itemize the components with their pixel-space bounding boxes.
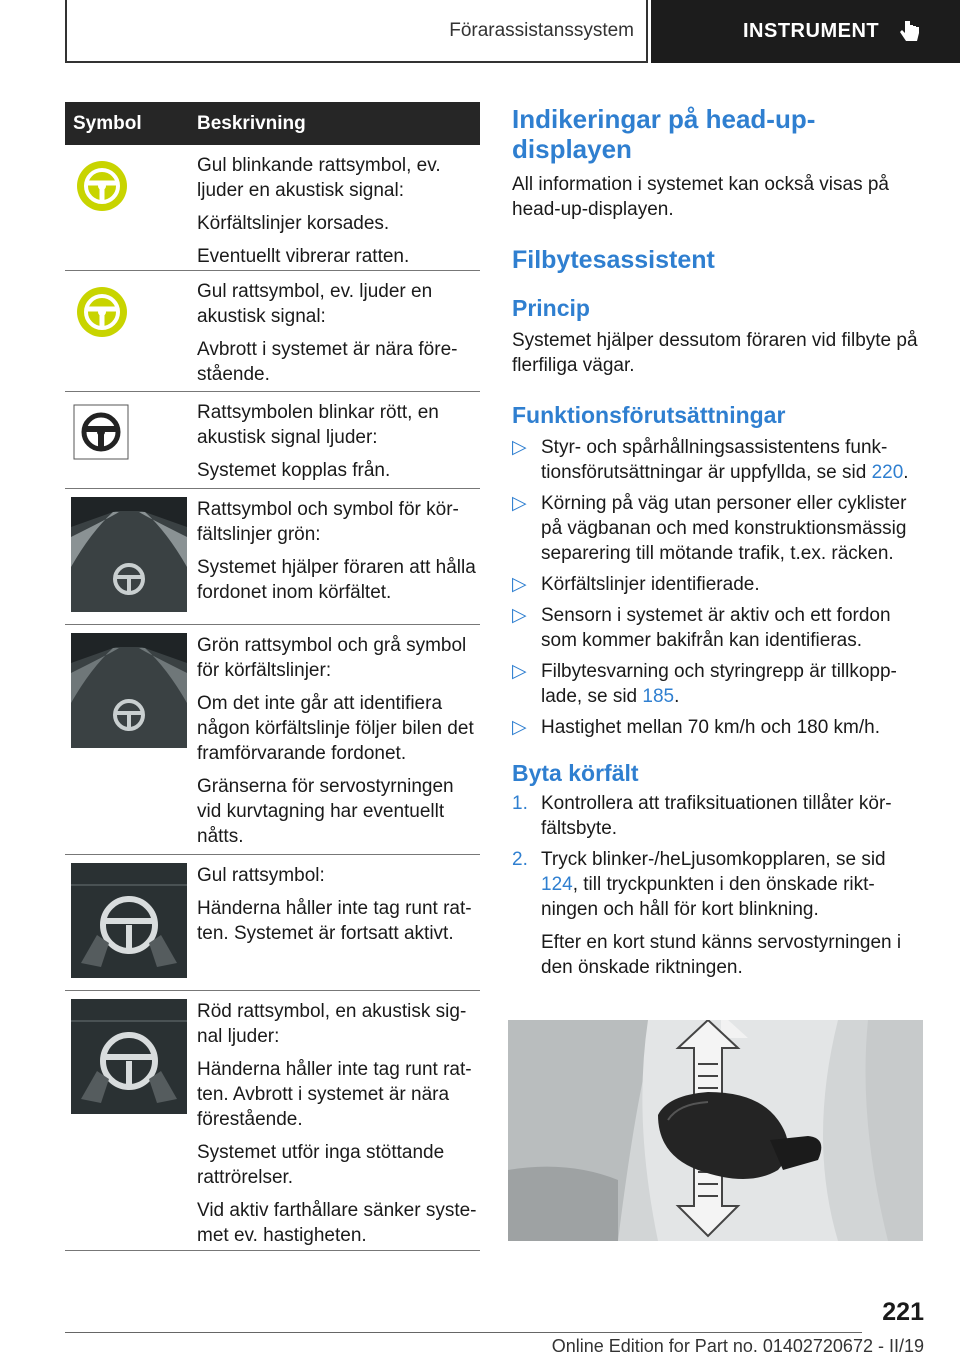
- description-cell: [185, 145, 480, 270]
- list-item-text: Hastighet mellan 70 km/h och 180 km/h.: [541, 717, 881, 738]
- description-text: Händerna håller inte tag runt rat-ten. Avbrott i systemet är nära förestående.: [197, 1059, 472, 1130]
- description-text: Gränserna för servostyrningen vid kurvtagning har eventuellt nåtts.: [197, 776, 454, 847]
- step-number: 2.: [512, 849, 528, 870]
- list-item: [512, 572, 927, 597]
- table-row: [65, 145, 480, 271]
- bullet-triangle-icon: ▷: [512, 717, 527, 738]
- table-row: [65, 991, 480, 1251]
- step-item: [512, 791, 927, 841]
- description-cell: [185, 271, 480, 391]
- description-text: Systemet utför inga stöttande rattrörelser.: [197, 1142, 445, 1188]
- bullet-triangle-icon: ▷: [512, 493, 527, 514]
- description-text: Gul blinkande rattsymbol, ev. ljuder en akustisk signal:: [197, 155, 441, 201]
- heading-hud: Indikeringar på head-up-displayen: [512, 104, 816, 164]
- list-item-text: Sensorn i systemet är aktiv och ett fordon som kommer bakifrån kan identifieras.: [541, 605, 891, 651]
- heading-byta-korfalt: Byta körfält: [512, 760, 639, 786]
- list-item: [512, 435, 927, 485]
- col-description-header: Beskrivning: [197, 112, 306, 134]
- steering-wheel-yellow-blinking-icon: [75, 159, 129, 213]
- list-item: [512, 491, 927, 566]
- step-item: [512, 847, 927, 980]
- hands-off-warning-yellow-graphic: [71, 863, 187, 978]
- steering-wheel-outline-icon: [73, 404, 129, 460]
- bullet-triangle-icon: ▷: [512, 437, 527, 458]
- symbol-cell: [65, 855, 185, 990]
- description-text: Systemet hjälper föraren att hålla fordonet inom körfältet.: [197, 557, 476, 603]
- description-text: Rattsymbol och symbol för kör-fältslinjer grön:: [197, 499, 459, 545]
- list-item: [512, 659, 927, 709]
- list-item: [512, 715, 927, 740]
- footer-divider: [65, 1332, 862, 1333]
- step-text: Kontrollera att trafiksituationen tillåter kör-fältsbyte.: [541, 793, 892, 839]
- chapter-tab: [651, 0, 960, 63]
- heading-princip: Princip: [512, 295, 590, 321]
- description-text: Körfältslinjer korsades.: [197, 213, 390, 234]
- symbol-cell: [65, 145, 185, 270]
- table-header: [65, 102, 480, 145]
- step-text: [541, 847, 927, 980]
- heading-funktionsforutsattningar: Funktionsförutsättningar: [512, 402, 786, 428]
- description-text: Röd rattsymbol, en akustisk sig-nal ljuder:: [197, 1001, 467, 1047]
- step-followup: Efter en kort stund känns servostyrningen i den önskade riktningen.: [541, 932, 902, 978]
- turn-signal-stalk-photo: [508, 1020, 923, 1241]
- table-row: [65, 392, 480, 489]
- symbol-cell: [65, 489, 185, 624]
- step-number: 1.: [512, 793, 528, 814]
- description-text: Om det inte går att identifiera någon körfältslinje följer bilen det framförvarande fordonet.: [197, 693, 474, 764]
- col-symbol-header: Symbol: [73, 112, 142, 134]
- section-title: Förarassistanssystem: [449, 19, 634, 41]
- requirements-list: [512, 435, 927, 740]
- heading-filbytesassistent: Filbytesassistent: [512, 246, 715, 274]
- description-text: Eventuellt vibrerar ratten.: [197, 246, 410, 267]
- symbol-cell: [65, 991, 185, 1250]
- list-item-text: [541, 435, 927, 485]
- description-text: Gul rattsymbol:: [197, 865, 325, 886]
- steering-wheel-yellow-icon: [75, 285, 129, 339]
- paragraph-princip: Systemet hjälper dessutom föraren vid filbyte på flerfiliga vägar.: [512, 330, 918, 376]
- symbol-cell: [65, 625, 185, 854]
- description-text: Systemet kopplas från.: [197, 460, 391, 481]
- list-item-text-part: .: [674, 686, 680, 707]
- step-text-part: , till tryckpunkten i den önskade rikt-ningen och håll för kort blinkning.: [541, 874, 875, 920]
- list-item-text: Körning på väg utan personer eller cyklister på vägbanan och med konstruktionsmässig separering till mötande trafik, t.ex. räcken.: [541, 493, 907, 564]
- list-item-text: [541, 659, 927, 709]
- description-text: Vid aktiv farthållare sänker syste-met ev. hastigheten.: [197, 1200, 477, 1246]
- table-row: [65, 271, 480, 392]
- symbol-cell: [65, 392, 185, 488]
- bullet-triangle-icon: ▷: [512, 605, 527, 626]
- description-cell: [185, 489, 480, 624]
- edition-footer: Online Edition for Part no. 01402720672 - II/19: [551, 1336, 924, 1356]
- hand-pointer-icon: [897, 19, 921, 45]
- section-tab: [65, 0, 648, 63]
- description-text: Grön rattsymbol och grå symbol för körfältslinjer:: [197, 635, 467, 681]
- lane-guidance-hud-green-graphic: [71, 497, 187, 612]
- list-item: [512, 603, 927, 653]
- lane-guidance-hud-grey-lines-graphic: [71, 633, 187, 748]
- bullet-triangle-icon: ▷: [512, 661, 527, 682]
- step-text-part: Tryck blinker-/heLjusomkopplaren, se sid: [541, 849, 886, 870]
- hands-off-warning-red-graphic: [71, 999, 187, 1114]
- list-item-text-part: Filbytesvarning och styringrepp är tillkopp-lade, se sid: [541, 661, 897, 707]
- description-text: Händerna håller inte tag runt rat-ten. Systemet är fortsatt aktivt.: [197, 898, 472, 944]
- description-text: Avbrott i systemet är nära före-stående.: [197, 339, 458, 385]
- symbol-cell: [65, 271, 185, 391]
- symbol-table: [65, 102, 480, 1251]
- bullet-triangle-icon: ▷: [512, 574, 527, 595]
- description-text: Gul rattsymbol, ev. ljuder en akustisk signal:: [197, 281, 433, 327]
- page-link[interactable]: 185: [642, 686, 675, 707]
- list-item-text: Körfältslinjer identifierade.: [541, 574, 760, 595]
- description-cell: [185, 625, 480, 854]
- table-row: [65, 855, 480, 991]
- right-column: [512, 104, 927, 980]
- chapter-title: INSTRUMENT: [743, 20, 880, 42]
- table-row: [65, 489, 480, 625]
- paragraph-hud: All information i systemet kan också visas på head-up-displayen.: [512, 174, 889, 220]
- steps-list: [512, 791, 927, 980]
- page-link[interactable]: 220: [871, 462, 904, 483]
- list-item-text-part: .: [903, 462, 909, 483]
- page-number: 221: [882, 1298, 924, 1326]
- list-item-text-part: Styr- och spårhållningsassistentens funk-tionsförutsättningar är uppfyllda, se sid: [541, 437, 888, 483]
- description-cell: [185, 991, 480, 1250]
- table-row: [65, 625, 480, 855]
- description-text: Rattsymbolen blinkar rött, en akustisk signal ljuder:: [197, 402, 439, 448]
- page-link[interactable]: 124: [541, 874, 573, 895]
- description-cell: [185, 855, 480, 990]
- description-cell: [185, 392, 480, 488]
